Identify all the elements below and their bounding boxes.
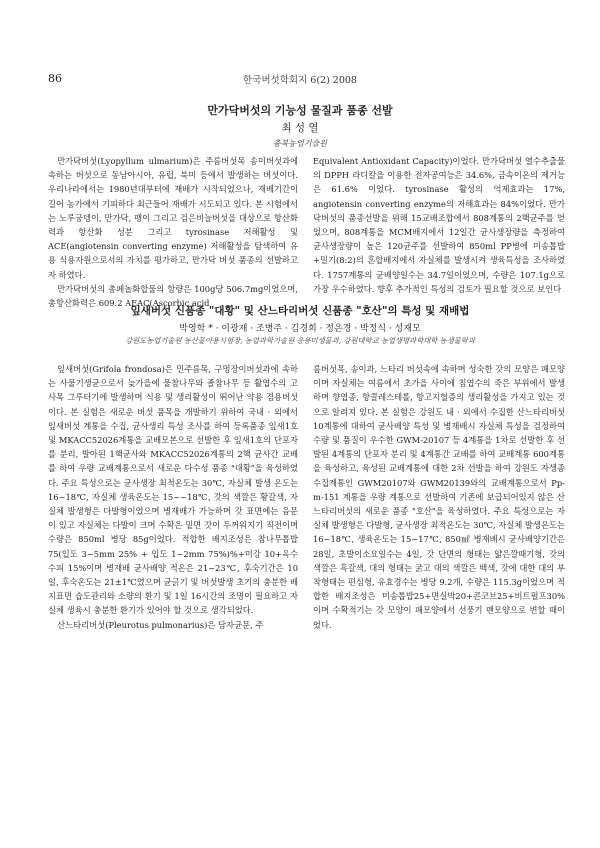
article2-authors: 박영학 * · 이광재 · 조병주 · 김경희 · 정은경 · 박정식 · 성재모 [179, 324, 421, 334]
article2-title: 잎새버섯 신품종 "대황" 및 산느타리버섯 신품종 "호산"의 특성 및 재배법 [130, 305, 470, 317]
article1-left-column [48, 154, 298, 309]
article2-left-paragraph-1: 잎새버섯(Grifola frondosa)은 민주름목, 구멍장이버섯과에 속하는 사물기생균으로서 늦가을에 물참나무와 졸참나무 등 활엽수의 고사목 그루터기에 발생하며 식용 및 생리활성이 뛰어난 약용 겸용버섯이다. 본 실험은 새로운 버섯 품목을 개발하기 위하여 국내 · 외에서 잎새버섯 계통을 수집, 균사생리 특성 조사를 하여 등록품종 잎새1호 및 MKACC52026계통을 교배모본으로 선발한 후 잎새1호의 단포자를 분리, 발아된 1핵균사와 MKACC52026계통의 2핵 균사간 교배를 하여 우량 교배계통으로서 새로운 다수성 품종 "대황"을 육성하였다. 주요 특성으로는 균사생장 최적온도는 30℃, 자실체 발생 온도는 16~18℃, 자실체 생육온도는 15~~18℃, 갓의 색깔은 황갈색, 자실체 발생형은 다발형이었으며 병재배가 가능하며 갓 표면에는 음문이 있고 자실체는 다발이 크며 수확은 밑면 갓이 두꺼워지기 직전이며 수량은 850ml 병당 85g이었다. 적합한 배지조성은 참나무톱밥 75(입도 3~5mm 25% + 입도 1~2mm 75%)%+미강 10+옥수수피 15%이며 병재배 균사배양 적온은 21~23℃, 후숙기간은 10일, 후숙온도는 21±1℃였으며 균긁기 및 버섯발생 초기의 충분한 배지표면 습도관리와 소량의 환기 및 1일 16시간의 조명이 필요하고 자실체 생육시 충분한 환기가 있어야 할 것으로 생각되었다. [48, 364, 298, 616]
article2-left-column [48, 362, 298, 792]
article2-left-paragraph-2: 산느타리버섯(Pleurotus pulmonarius)은 담자균문, 주 [57, 619, 264, 630]
page-number: 86 [48, 72, 62, 85]
article2-right-column [313, 362, 565, 792]
article1-affiliation: 충북농업기술원 [272, 139, 328, 148]
article1-right-column [313, 154, 565, 294]
article1-right-paragraph-1: Equivalent Antioxidant Capacity)이었다. 만가닥버섯 열수추출물의 DPPH 라디칼을 이용한 전자공여능은 34.6%, 금속이온의 제거능은 61.6% 이었다. tyrosinase 활성의 억제효과는 17%, angiotensin converting enzyme의 저해효과는 84%이었다. 만가닥버섯의 품종선발을 위해 15교배조합에서 808계통의 2핵균주를 얻었으며, 808계통을 MCM배지에서 12일간 균사생장량을 측정하여 균사생장량이 높은 120균주를 선발하여 850ml PP병에 미송톱밥+밀기(8:2)의 혼합배지에서 자실체를 발생시켜 생육특성을 조사하였다. 1757계통의 균배양일수는 34.7일이었으며, 수량은 107.1g으로 가장 우수하였다. 향후 추가적인 특성의 검토가 필요할 것으로 보인다 [313, 156, 565, 294]
article1-author: 최 성 열 [281, 122, 319, 134]
article1-title: 만가닥버섯의 기능성 물질과 품종 선발 [207, 104, 393, 117]
article2-affiliation: 강원도농업기술원 농산물이용시험장, 농업과학기술원 응용미생물과, 강원대학교 농업생명과학대학 농생물학과 [125, 336, 475, 345]
article1-left-paragraph-1: 만가닥버섯(Lyopyllum ulmarium)은 주름버섯목 송이버섯과에 속하는 버섯으로 동남아시아, 유럽, 북미 등에서 발생하는 버섯이다. 우리나라에서는 1980년대부터에 재배가 시작되었으나, 재배기간이 길어 농가에서 기피하다 최근들어 재배가 시도되고 있다. 본 시험에서는 노루궁뎅이, 만가닥, 팽이 그리고 검은비늘버섯을 대상으로 항산화력과 항산화 성분 그리고 tyrosinase 저해활성 및 ACE(angiotensin converting enzyme) 저해활성을 탐색하여 유용 식용자원으로서의 가치를 평가하고, 만가닥 버섯 품종의 선발하고자 하였다. [48, 156, 298, 280]
article1-left-paragraph-2: 만가닥버섯의 총페놀화합물의 함량은 100g당 506.7mg이었으며, 총항산화력은 609.2 AEAC(Ascorbic acid [48, 283, 298, 309]
article2-right-paragraph-1: 름버섯목, 송이과, 느타리 버섯속에 속하며 성숙한 갓의 모양은 패모양이며 자실체는 여름에서 초가을 사이에 침엽수의 죽은 부위에서 발생하며 향엽종, 항콜레스테롤, 항고지혈증의 생리활성을 가지고 있는 것으로 알려져 있다. 본 실험은 강원도 내 · 외에서 수집한 산느타리버섯 10계통에 대하여 균사배양 특성 및 병재배시 자실체 특성을 검정하여 수량 및 품질이 우수한 GWM-20107 등 4계통을 1차로 선발한 후 선발된 4계통의 단포자 분리 및 4계통간 교배를 하여 교배계통 600계통을 육성하고, 육성된 교배계통에 대한 2차 선발을 하여 강원도 자생종 수집계통인 GWM20107와 GWM20139와의 교배계통으로서 Pp-m-151 계통을 우량 계통으로 선발하여 기존에 보급되어있지 않은 산느타리버섯의 새로운 품종 "호산"을 육성하였다. 주요 특성으로는 자실체 발생형은 다발형, 균사생장 최적온도는 30℃, 자실체 발생온도는 16~18℃, 생육온도는 15~17℃, 850㎖ 병재배시 균사배양기간은 28일, 초발이소요일수는 4일, 갓 단면의 형태는 얇은깔때기형, 갓의 색깔은 흑갈색, 대의 형태는 굵고 대의 색깔은 백색, 갓에 대한 대의 부착형태는 편심형, 유효경수는 병당 9.2개, 수량은 115.3g이었으며 적합한 배지조성은 미송톱밥25+면실박20+콘코브25+비트펄프30%이며 수확적기는 갓 모양이 패모양에서 선풍기 팬모양으로 변할 때이었다. [313, 364, 565, 630]
running-head: 한국버섯학회지 6(2) 2008 [243, 75, 357, 86]
